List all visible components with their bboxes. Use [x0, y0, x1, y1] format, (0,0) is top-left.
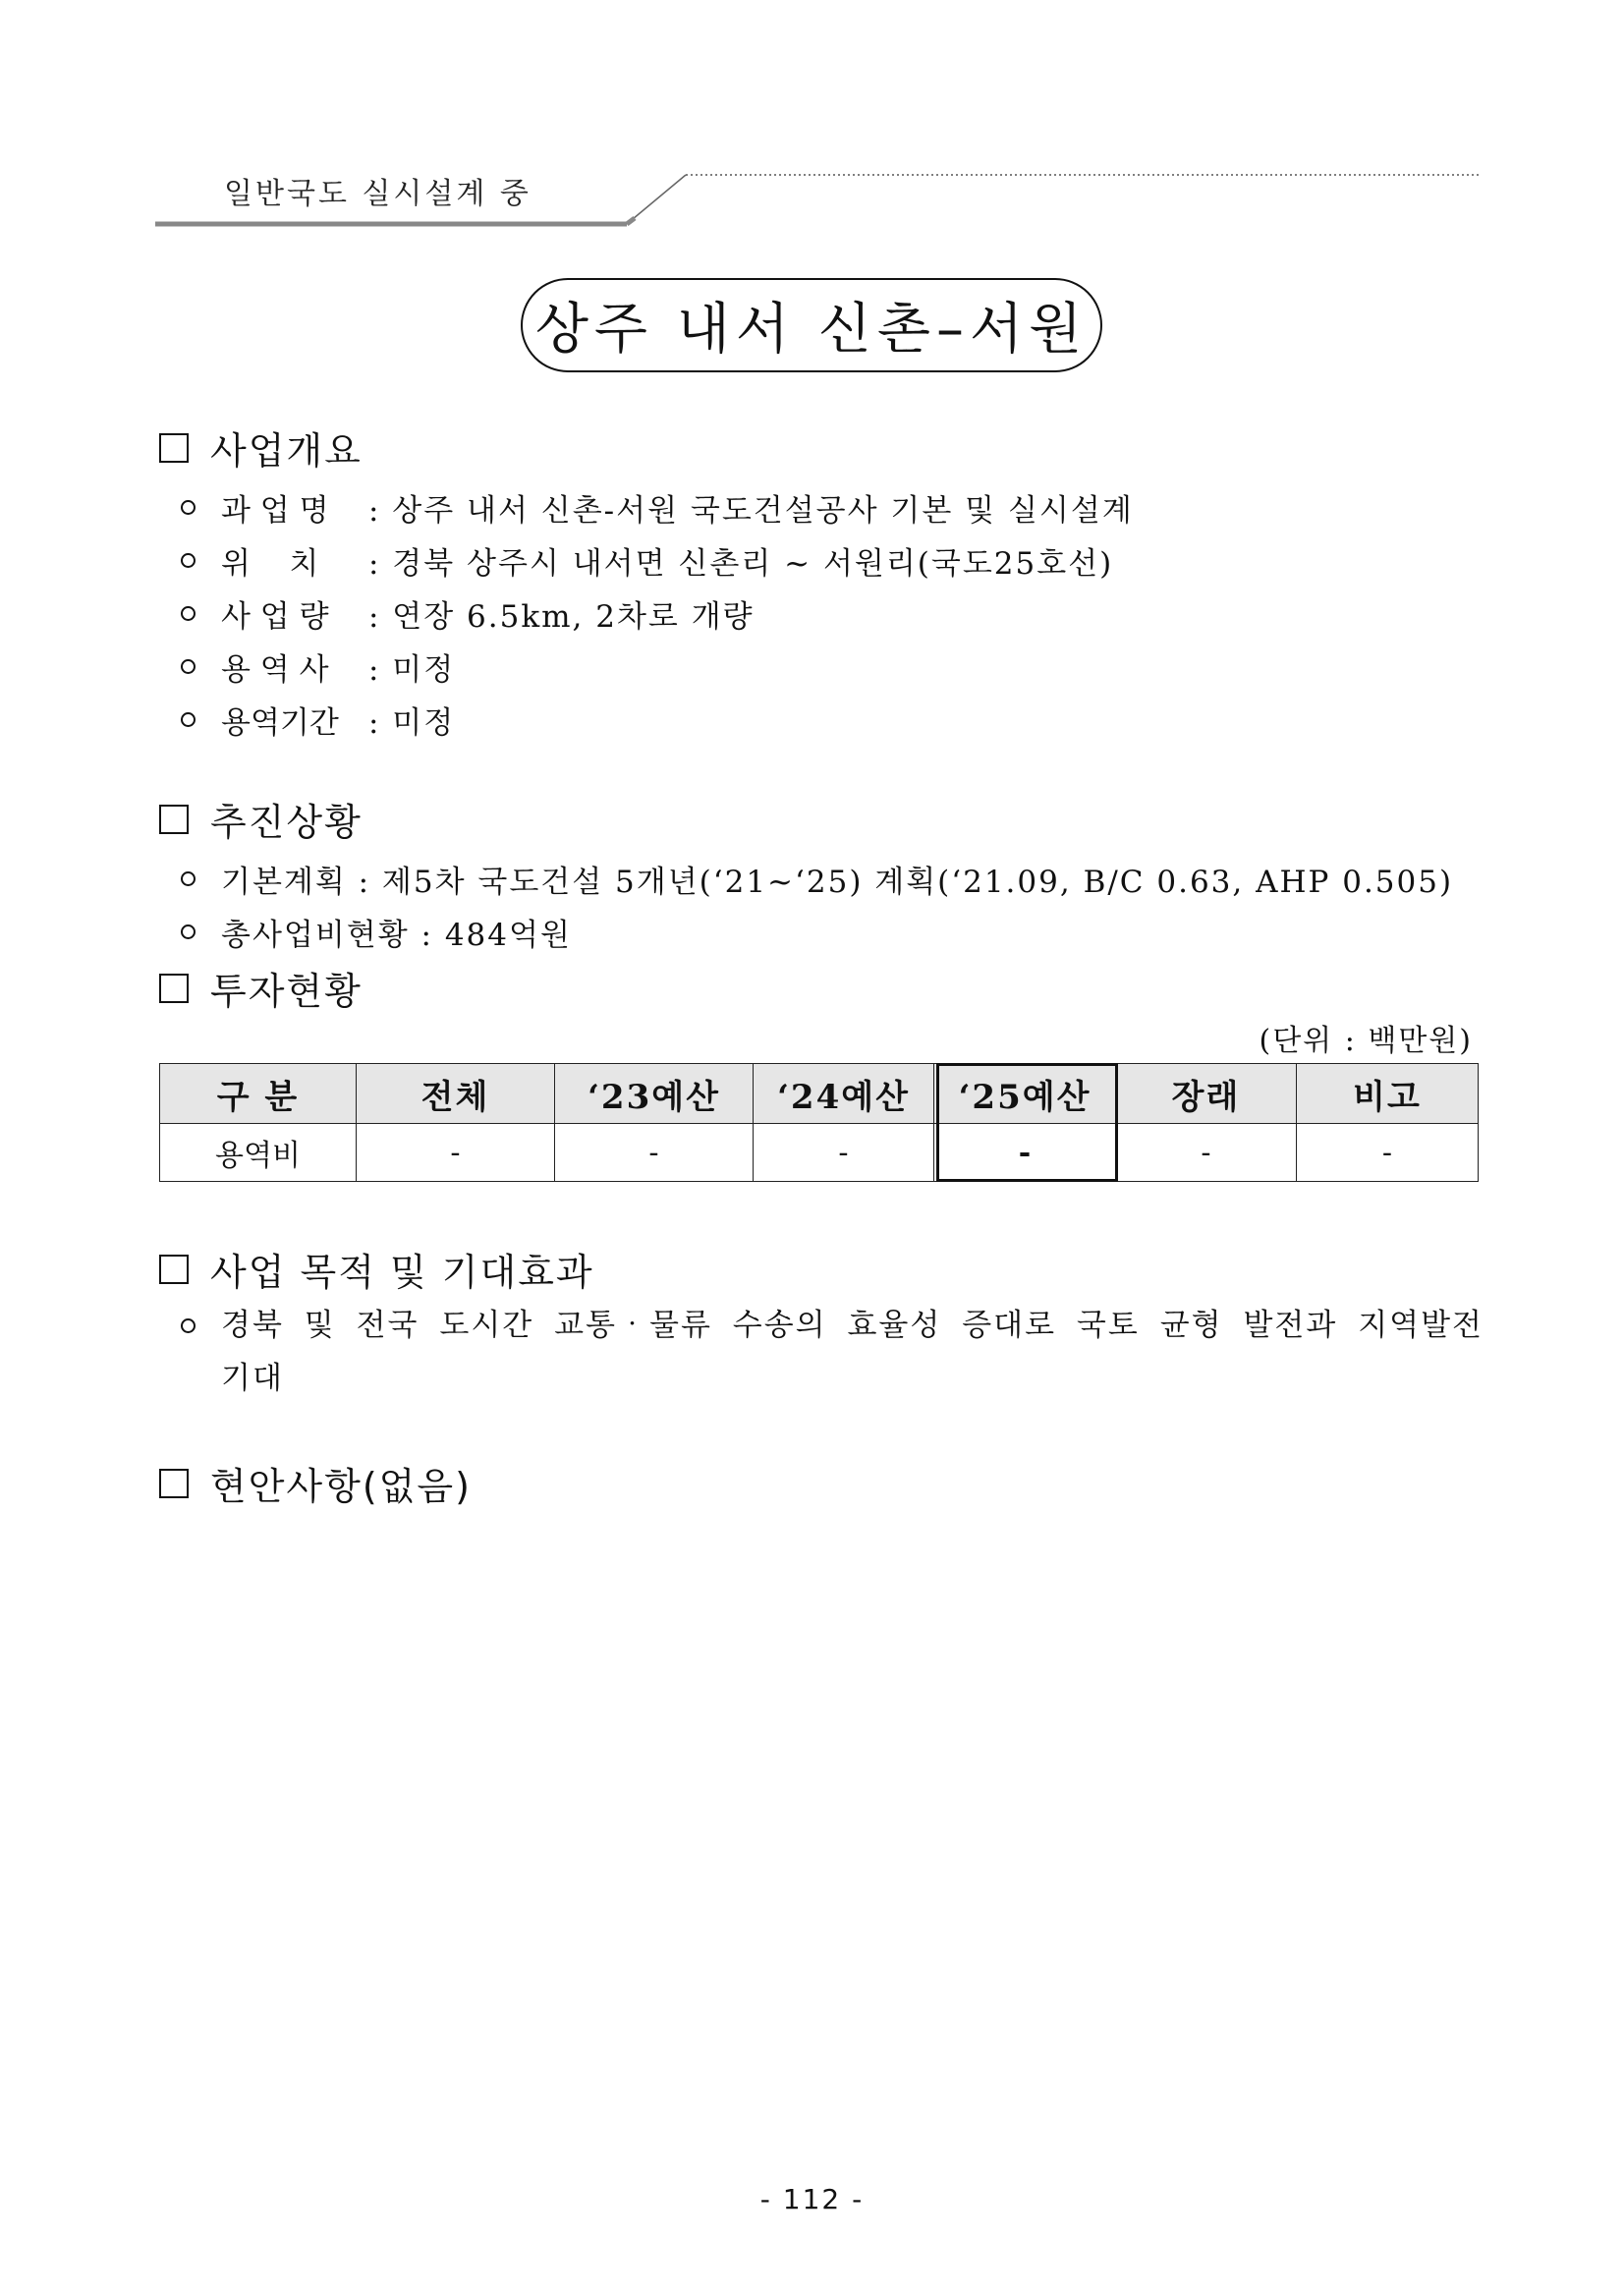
purpose-item	[177, 1299, 1484, 1405]
item-value: : 경북 상주시 내서면 신촌리 ~ 서원리(국도25호선)	[368, 546, 1114, 582]
item-text: 총사업비현황 : 484억원	[221, 918, 572, 953]
purpose-text-line1: 경북 및 전국 도시간 교통‧물류 수송의 효율성 증대로 국토 균형 발전과 지역발전	[221, 1308, 1484, 1343]
progress-item	[181, 857, 1453, 901]
table-cell: -	[1116, 1124, 1297, 1182]
table-cell: -	[357, 1124, 555, 1182]
section-issues	[159, 1456, 472, 1510]
purpose-text-line2: 기대	[221, 1361, 284, 1396]
overview-item	[181, 644, 455, 689]
circle-bullet-icon	[181, 659, 196, 674]
section-overview	[159, 420, 363, 475]
circle-bullet-icon	[181, 553, 196, 568]
circle-bullet-icon	[181, 871, 196, 886]
item-value: : 미정	[368, 652, 456, 688]
item-label: 용역기간	[221, 705, 339, 741]
section-heading: 투자현황	[210, 970, 363, 1013]
checkbox-square-icon	[159, 974, 189, 1003]
table-header-cell: ‘24예산	[754, 1064, 934, 1124]
investment-table	[159, 1063, 1479, 1182]
section-heading: 추진상황	[210, 801, 363, 844]
circle-bullet-icon	[181, 712, 196, 727]
overview-item	[181, 591, 755, 636]
item-value: : 상주 내서 신촌-서원 국도건설공사 기본 및 실시설계	[368, 493, 1134, 529]
progress-item	[181, 910, 572, 954]
section-heading: 현안사항(없음)	[210, 1465, 472, 1508]
item-label: 사 업 량	[221, 599, 329, 635]
item-label: 과 업 명	[221, 493, 329, 529]
table-cell: -	[934, 1124, 1116, 1182]
checkbox-square-icon	[159, 1255, 189, 1284]
section-purpose	[159, 1242, 594, 1296]
item-label: 위 치	[221, 546, 319, 582]
item-value: : 연장 6.5km, 2차로 개량	[368, 599, 755, 635]
overview-item	[181, 538, 1113, 583]
page-title: 상주 내서 신촌–서원	[521, 278, 1102, 372]
unit-label: (단위 : 백만원)	[1259, 1024, 1473, 1058]
table-header-cell: 구 분	[160, 1064, 357, 1124]
checkbox-square-icon	[159, 1469, 189, 1498]
section-investment	[159, 961, 363, 1015]
item-value: : 미정	[368, 705, 456, 741]
section-heading: 사업개요	[210, 429, 363, 473]
table-cell: -	[754, 1124, 934, 1182]
section-heading: 사업 목적 및 기대효과	[210, 1251, 594, 1294]
table-header-cell: ‘25예산	[934, 1064, 1116, 1124]
checkbox-square-icon	[159, 433, 189, 463]
item-label: 용 역 사	[221, 652, 329, 688]
overview-item	[181, 698, 455, 742]
table-header-row	[160, 1064, 1479, 1124]
item-text: 기본계획 : 제5차 국도건설 5개년(‘21~‘25) 계획(‘21.09, B/C 0.63, AHP 0.505)	[221, 865, 1454, 900]
table-cell: 용역비	[160, 1124, 357, 1182]
header-section-label: 일반국도 실시설계 중	[224, 177, 532, 211]
circle-bullet-icon	[181, 606, 196, 621]
overview-item	[181, 485, 1134, 530]
table-cell: -	[1297, 1124, 1479, 1182]
table-header-cell: 전체	[357, 1064, 555, 1124]
table-row	[160, 1124, 1479, 1182]
highlight-box-25-budget	[936, 1063, 1118, 1182]
table-cell: -	[555, 1124, 754, 1182]
circle-bullet-icon	[181, 1318, 196, 1333]
circle-bullet-icon	[181, 924, 196, 939]
table-header-cell: ‘23예산	[555, 1064, 754, 1124]
table-header-cell: 비고	[1297, 1064, 1479, 1124]
circle-bullet-icon	[181, 500, 196, 515]
table-header-cell: 장래	[1116, 1064, 1297, 1124]
checkbox-square-icon	[159, 805, 189, 834]
page-number: - 112 -	[759, 2183, 865, 2215]
section-progress	[159, 792, 363, 846]
